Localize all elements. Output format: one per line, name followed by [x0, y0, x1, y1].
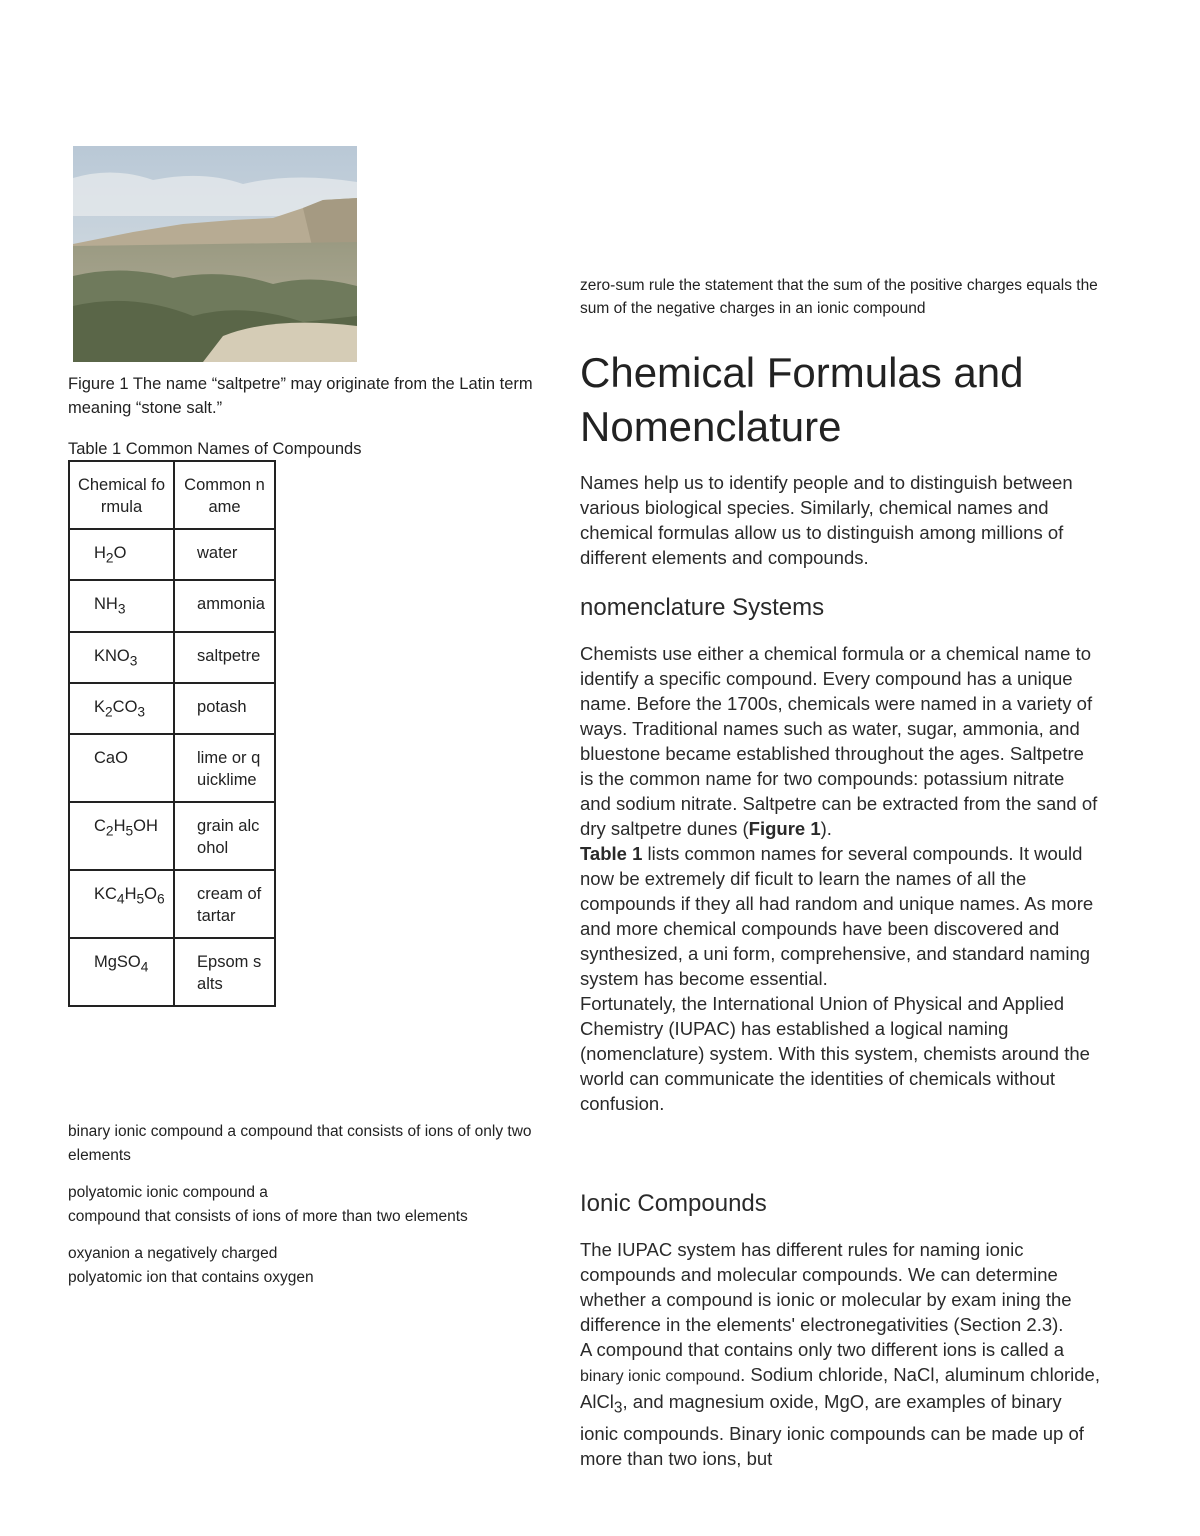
paragraph: Fortunately, the International Union of Physical and Applied Chemistry (IUPAC) has established a logical naming (nomenclature) system. With this system, chemists around the world can communicate the identities of chemicals without confusion. — [580, 993, 1090, 1114]
header-common-name: Common name — [174, 461, 275, 529]
header-chemical-formula: Chemical formula — [69, 461, 174, 529]
glossary-binary-ionic-compound: binary ionic compound a compound that consists of ions of only two elements — [68, 1123, 532, 1164]
glossary-line: polyatomic ionic compound a — [68, 1184, 268, 1201]
formula-cell: $C_2H_5OH$ — [69, 802, 174, 870]
binary-ionic-compound-term: binary ionic compound — [580, 1368, 741, 1385]
table-row — [69, 580, 275, 631]
glossary-polyatomic-ionic-compound — [68, 1181, 558, 1229]
table-row — [69, 529, 275, 580]
formula-cell: $K_2CO_3$ — [69, 683, 174, 734]
figure-reference[interactable]: Figure 1 — [748, 818, 821, 839]
glossary-line: polyatomic ion that contains oxygen — [68, 1269, 314, 1286]
formula-cell: MgSO$_4$ — [69, 938, 174, 1006]
paragraph: A compound that contains only two different ions is called a binary ionic compound. Sodium chloride, NaCl, aluminum chloride, AlCl$_3$, and magnesium oxide, MgO, are examples of binary ionic compounds. Binary ionic compounds can be made up of more than two ions, but — [580, 1339, 1100, 1469]
section-heading-nomenclature-systems: nomenclature Systems — [580, 594, 825, 621]
intro-paragraph: Names help us to identify people and to distinguish between various biological species. Similarly, chemical names and chemical formulas allow us to distinguish among millions of different elements and compounds. — [580, 472, 1073, 568]
table-title: Table 1 Common Names of Compounds — [68, 440, 362, 458]
table-row — [69, 683, 275, 734]
table-header-row — [69, 461, 275, 529]
table-reference[interactable]: Table 1 — [580, 843, 643, 864]
section-heading-ionic-compounds: Ionic Compounds — [580, 1190, 767, 1217]
table-row — [69, 870, 275, 938]
name-cell: saltpetre — [174, 632, 275, 683]
table-row — [69, 632, 275, 683]
saltpetre-dunes-photo — [73, 146, 357, 362]
formula-cell: $KC_4H_5O_6$ — [69, 870, 174, 938]
name-cell: Epsom salts — [174, 938, 275, 1006]
name-cell: lime or quicklime — [174, 734, 275, 802]
glossary-oxyanion — [68, 1242, 558, 1290]
name-cell: ammonia — [174, 580, 275, 631]
name-cell: grain alcohol — [174, 802, 275, 870]
ionic-compounds-body — [580, 1237, 1100, 1471]
compounds-table — [68, 460, 276, 1007]
name-cell: potash — [174, 683, 275, 734]
glossary-line: compound that consists of ions of more than two elements — [68, 1208, 468, 1225]
page-title: Chemical Formulas and Nomenclature — [580, 349, 1024, 450]
name-cell: water — [174, 529, 275, 580]
formula-cell: $KNO_3$ — [69, 632, 174, 683]
table-row — [69, 802, 275, 870]
glossary-line: oxyanion a negatively charged — [68, 1245, 278, 1262]
glossary-zero-sum-rule: zero-sum rule the statement that the sum of the positive charges equals the sum of the negative charges in an ionic compound — [580, 277, 1098, 317]
name-cell: cream of tartar — [174, 870, 275, 938]
nomenclature-body — [580, 641, 1100, 1116]
table-row — [69, 938, 275, 1006]
formula-cell: CaO — [69, 734, 174, 802]
figure-caption: Figure 1 The name “saltpetre” may originate from the Latin term meaning “stone salt.” — [68, 375, 533, 417]
formula-cell: $H_2O$ — [69, 529, 174, 580]
formula-cell: $NH_3$ — [69, 580, 174, 631]
paragraph: Table 1 lists common names for several compounds. It would now be extremely dif ficult to learn the names of all the compounds if they all had random and unique names. As more and more chemical compounds have been discovered and synthesized, a uni form, comprehensive, and standard naming system has become essential. — [580, 843, 1094, 989]
table-row — [69, 734, 275, 802]
paragraph: Chemists use either a chemical formula or a chemical name to identify a specific compound. Every compound has a unique name. Before the 1700s, chemicals were named in a variety of ways. Traditional names such as water, sugar, ammonia, and bluestone became established throughout the ages. Saltpetre is the common name for two compounds: potassium nitrate and sodium nitrate. Saltpetre can be extracted from the sand of dry saltpetre dunes (Figure 1). — [580, 643, 1098, 839]
paragraph: The IUPAC system has different rules for naming ionic compounds and molecular compounds. We can determine whether a compound is ionic or molecular by exam ining the difference in the elements' electronegativities (Section 2.3). — [580, 1239, 1072, 1335]
